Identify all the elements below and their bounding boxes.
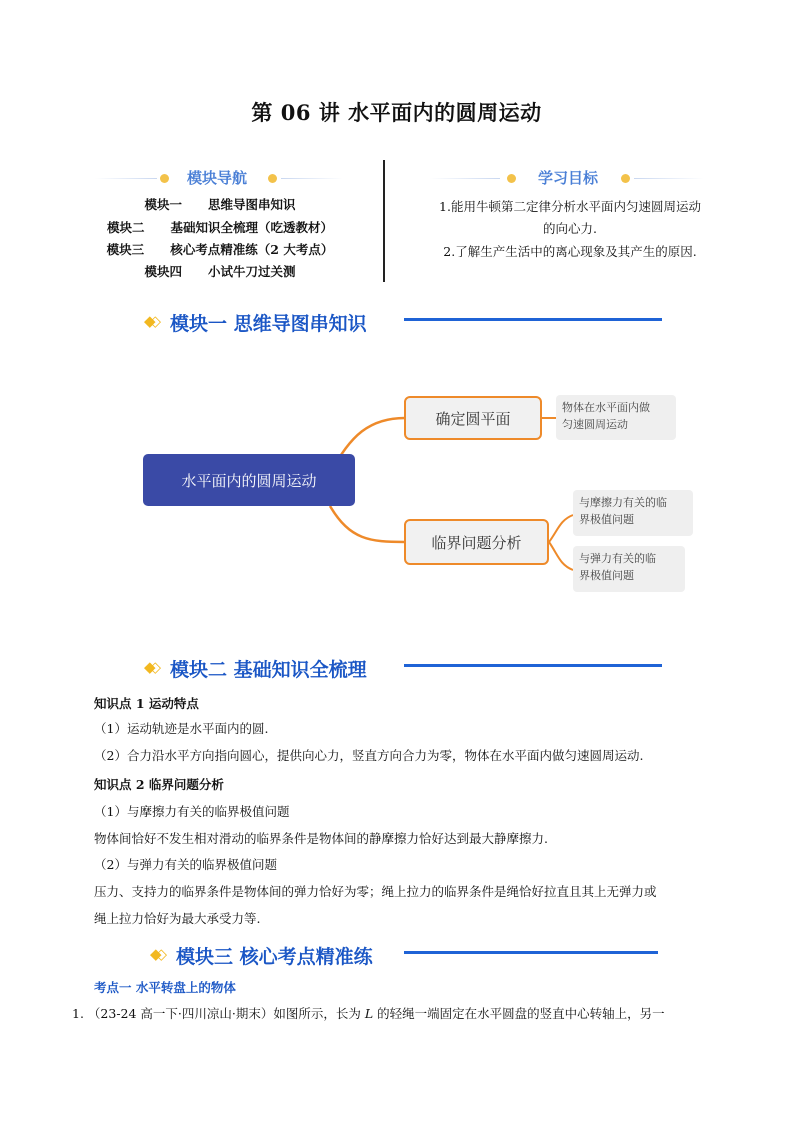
mindmap-leaf-elastic bbox=[573, 546, 685, 592]
module1-rule bbox=[404, 318, 662, 321]
kp2-para-4a: 压力、支持力的临界条件是物体间的弹力恰好为零；绳上拉力的临界条件是绳恰好拉直且其上无弹力或 bbox=[94, 884, 657, 899]
mindmap-branch-critical: 临界问题分析 bbox=[404, 519, 549, 565]
leaf-line: 匀速圆周运动 bbox=[562, 418, 628, 431]
page-title: 第 06 讲 水平面内的圆周运动 bbox=[251, 100, 542, 125]
exam-point-1: 考点一 水平转盘上的物体 bbox=[94, 980, 236, 995]
connector-leaf2 bbox=[549, 515, 573, 542]
double-diamond-icon: ◆◇ bbox=[150, 945, 162, 963]
leaf-line: 界极值问题 bbox=[579, 569, 634, 582]
kp2-para-3: （2）与弹力有关的临界极值问题 bbox=[94, 857, 277, 872]
leaf-line: 界极值问题 bbox=[579, 513, 634, 526]
leaf-line: 与弹力有关的临 bbox=[579, 552, 656, 565]
mindmap-leaf-uniform-motion bbox=[556, 395, 676, 440]
kp1-para-2: （2）合力沿水平方向指向圆心，提供向心力，竖直方向合力为零，物体在水平面内做匀速圆周运动. bbox=[94, 748, 644, 763]
double-diamond-icon: ◆◇ bbox=[144, 658, 156, 676]
nav-header-dot-left bbox=[160, 174, 169, 183]
kp1-title: 知识点 1 运动特点 bbox=[94, 696, 199, 711]
nav-item-2[interactable]: 模块二 基础知识全梳理（吃透教材） bbox=[106, 220, 334, 235]
goal-line-3: 2.了解生产生活中的离心现象及其产生的原因. bbox=[443, 244, 697, 259]
nav-item-1[interactable]: 模块一 思维导图串知识 bbox=[144, 197, 296, 212]
module3-rule bbox=[404, 951, 658, 954]
goals-header-dot-left bbox=[507, 174, 516, 183]
nav-item-4[interactable]: 模块四 小试牛刀过关测 bbox=[144, 264, 296, 279]
goals-heading: 学习目标 bbox=[537, 169, 598, 187]
question-text-a: （23-24 高一下·四川凉山·期末）如图所示，长为 bbox=[87, 1006, 361, 1021]
goals-header-line-left bbox=[430, 178, 500, 179]
connector-leaf3 bbox=[549, 542, 573, 570]
goals-header-dot-right bbox=[621, 174, 630, 183]
question-variable: L bbox=[364, 1006, 374, 1021]
kp2-para-4b: 绳上拉力恰好为最大承受力等. bbox=[94, 911, 261, 926]
double-diamond-icon: ◆◇ bbox=[144, 312, 156, 330]
header-divider bbox=[383, 160, 385, 282]
goal-line-2: 的向心力. bbox=[543, 221, 597, 236]
mindmap-root: 水平面内的圆周运动 bbox=[143, 454, 355, 506]
question-text-b: 的轻绳一端固定在水平圆盘的竖直中心转轴上，另一 bbox=[377, 1006, 665, 1021]
leaf-line: 物体在水平面内做 bbox=[562, 401, 650, 414]
mindmap-branch-plane: 确定圆平面 bbox=[404, 396, 542, 440]
nav-header-line-right bbox=[281, 178, 343, 179]
goal-line-1: 1.能用牛顿第二定律分析水平面内匀速圆周运动 bbox=[439, 199, 701, 214]
module1-heading: 模块一 思维导图串知识 bbox=[170, 313, 367, 335]
kp2-para-2: 物体间恰好不发生相对滑动的临界条件是物体间的静摩擦力恰好达到最大静摩擦力. bbox=[94, 831, 548, 846]
nav-item-3[interactable]: 模块三 核心考点精准练（2 大考点） bbox=[106, 242, 334, 257]
module2-heading: 模块二 基础知识全梳理 bbox=[170, 659, 367, 681]
kp2-title: 知识点 2 临界问题分析 bbox=[94, 777, 224, 792]
nav-heading: 模块导航 bbox=[186, 169, 247, 187]
leaf-line: 与摩擦力有关的临 bbox=[579, 496, 667, 509]
mindmap-leaf-friction bbox=[573, 490, 693, 536]
kp1-para-1: （1）运动轨迹是水平面内的圆. bbox=[94, 721, 269, 736]
kp2-para-1: （1）与摩擦力有关的临界极值问题 bbox=[94, 804, 290, 819]
nav-header-line-left bbox=[95, 178, 157, 179]
question-1 bbox=[72, 1003, 665, 1024]
question-number: 1. bbox=[72, 1006, 84, 1021]
nav-header-dot-right bbox=[268, 174, 277, 183]
connector-branch2 bbox=[330, 506, 405, 542]
module3-heading: 模块三 核心考点精准练 bbox=[176, 946, 373, 968]
goals-header-line-right bbox=[634, 178, 704, 179]
module2-rule bbox=[404, 664, 662, 667]
